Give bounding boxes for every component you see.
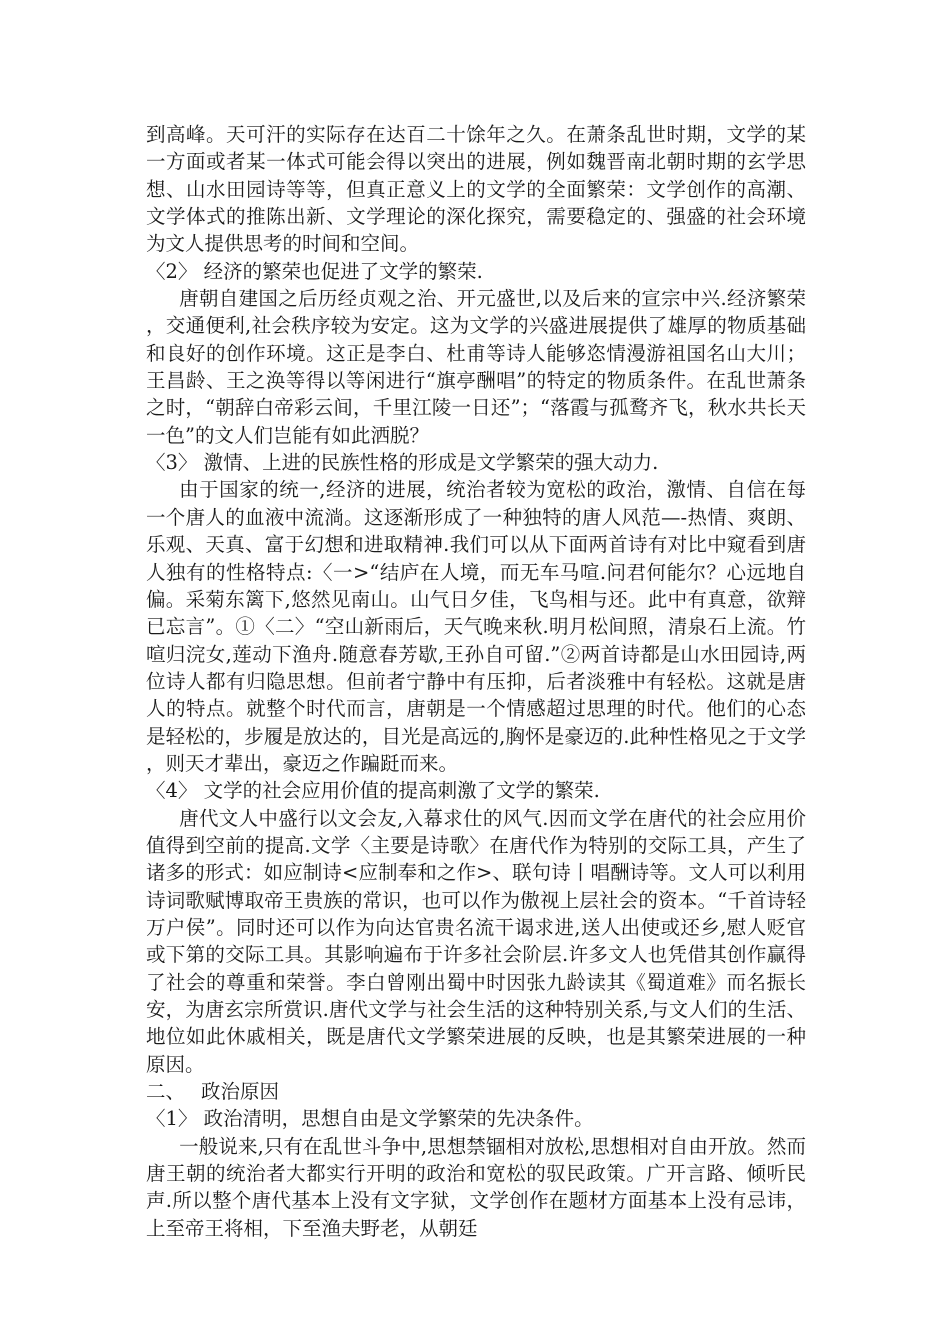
section-heading-political-1: 〈1〉 政治清明，思想自由是文学繁荣的先决条件。 [146,1107,594,1131]
body-paragraph-4: 唐代文人中盛行以文会友,入幕求仕的风气.因而文学在唐代的社会应用价值得到空前的提高.文学〈主要是诗歌〉在唐代作为特别的交际工具，产生了诸多的形式：如应制诗<应制奉和之作>、联句诗丨唱酬诗等。文人可以利用诗词歌赋博取帝王贵族的常识，也可以作为傲视上层社会的资本。“千首诗轻万户侯”。同时还可以作为向达官贵名流干谒求进,送人出使或还乡,慰人贬官或下第的交际工具。其影响遍布于许多社会阶层.许多文人也凭借其创作赢得了社会的尊重和荣誉。李白曾刚出蜀中时因张九龄读其《蜀道难》而名振长安，为唐玄宗所赏识.唐代文学与社会生活的这种特别关系,与文人们的生活、地位如此休戚相关，既是唐代文学繁荣进展的反映，也是其繁荣进展的一种原因。 [146,806,806,1076]
section-heading-4: 〈4〉 文学的社会应用价值的提高刺激了文学的繁荣. [146,779,600,803]
body-paragraph-1: 到高峰。天可汗的实际存在达百二十馀年之久。在萧条乱世时期，文学的某一方面或者某一体式可能会得以突出的进展，例如魏晋南北朝时期的玄学思想、山水田园诗等等，但真正意义上的文学的全面繁荣：文学创作的高潮、文学体式的推陈出新、文学理论的深化探究，需要稳定的、强盛的社会环境为文人提供思考的时间和空间。 [146,123,806,256]
body-paragraph-3: 由于国家的统一,经济的进展，统治者较为宽松的政治，激情、自信在每一个唐人的血液中流淌。这逐渐形成了一种独特的唐人风范—-热情、爽朗、乐观、天真、富于幻想和进取精神.我们可以从下面两首诗有对比中窥看到唐人独有的性格特点:〈一>“结庐在人境，而无车马喧.问君何能尔？心远地自偏。采菊东篱下,悠然见南山。山气日夕佳，飞鸟相与还。此中有真意，欲辩已忘言”。①〈二〉“空山新雨后，天气晚来秋.明月松间照，清泉石上流。竹喧归浣女,莲动下渔舟.随意春芳歇,王孙自可留.”②两首诗都是山水田园诗,两位诗人都有归隐思想。但前者宁静中有压抑，后者淡雅中有轻松。这就是唐人的特点。就整个时代而言，唐朝是一个情感超过思理的时代。他们的心态是轻松的，步履是放达的，目光是高远的,胸怀是豪迈的.此种性格见之于文学，则天才辈出，豪迈之作蹁跹而来。 [146,478,806,775]
section-heading-2: 〈2〉 经济的繁荣也促进了文学的繁荣. [146,259,483,283]
document-page [146,121,806,1242]
body-paragraph-2: 唐朝自建国之后历经贞观之治、开元盛世,以及后来的宣宗中兴.经济繁荣，交通便利,社会秩序较为安定。这为文学的兴盛进展提供了雄厚的物质基础和良好的创作环境。这正是李白、杜甫等诗人能够恣情漫游祖国名山大川；王昌龄、王之涣等得以等闲进行“旗亭酬唱”的特定的物质条件。在乱世萧条之时，“朝辞白帝彩云间，千里江陵一日还”；“落霞与孤鹜齐飞，秋水共长天一色”的文人们岂能有如此洒脱？ [146,287,806,447]
chapter-heading-political: 二、 政治原因 [146,1080,279,1104]
body-paragraph-5: 一般说来,只有在乱世斗争中,思想禁锢相对放松,思想相对自由开放。然而唐王朝的统治者大都实行开明的政治和宽松的驭民政策。广开言路、倾听民声.所以整个唐代基本上没有文字狱，文学创作在题材方面基本上没有忌讳，上至帝王将相，下至渔夫野老，从朝廷 [146,1134,806,1240]
section-heading-3: 〈3〉 激情、上进的民族性格的形成是文学繁荣的强大动力. [146,451,659,475]
